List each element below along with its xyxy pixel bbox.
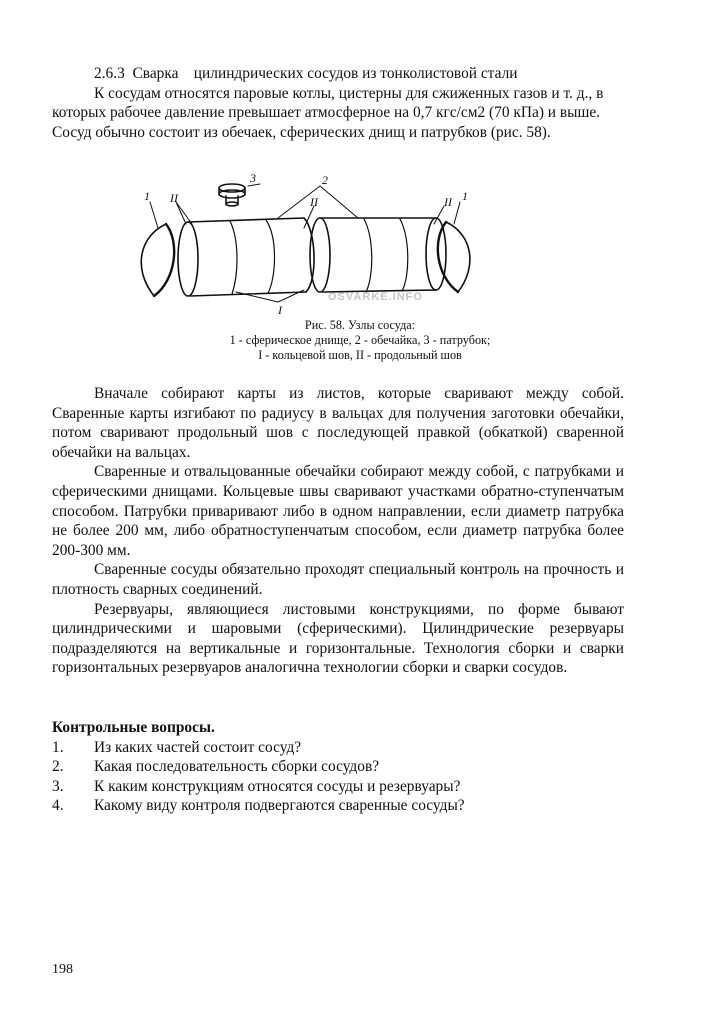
questions-title: Контрольные вопросы. <box>52 719 215 736</box>
paragraph-2: Сваренные и отвальцованные обечайки собирают между собой, с патрубками и сферическими днищами. Кольцевые швы сваривают участками обратно-ступенчатым способом. Патрубки приваривают либо в одном направлении, если диаметр патрубка не более 200 мм, либо обратноступенчатым способом, если диаметр патрубка более 200-300 мм. <box>52 463 624 559</box>
vessel-figure <box>128 172 478 318</box>
callout-1-right: 1 <box>462 189 468 203</box>
question-text: Какая последовательность сборки сосудов? <box>94 758 380 776</box>
right-head-outline <box>446 222 470 292</box>
question-item <box>52 738 624 758</box>
section-number: 2.6.3 <box>94 65 125 82</box>
question-number: 4. <box>52 797 64 815</box>
callout-2: 2 <box>322 173 328 187</box>
left-head-outline <box>141 224 166 296</box>
paragraph-3: Сваренные сосуды обязательно проходят специальный контроль на прочность и плотность сварных соединений. <box>52 561 624 598</box>
caption-line-3: I - кольцевой шов, II - продольный шов <box>258 348 462 363</box>
control-questions <box>52 718 624 816</box>
question-item <box>52 796 624 816</box>
callout-2-right: II <box>444 195 452 209</box>
callout-2-center: II <box>310 195 318 209</box>
caption-title: Рис. 58. Узлы сосуда: <box>304 318 416 332</box>
section-title: Сварка цилиндрических сосудов из тонколистовой стали <box>132 65 518 82</box>
right-head-rim <box>438 222 458 292</box>
callout-1-seam: I <box>278 303 282 317</box>
left-head-rim <box>154 224 174 296</box>
question-item <box>52 757 624 777</box>
caption-line-2: 1 - сферическое днище, 2 - обечайка, 3 - патрубок; <box>229 333 491 348</box>
callout-2-left: II <box>170 191 178 205</box>
question-text: Какому виду контроля подвергаются сваренные сосуды? <box>94 797 465 815</box>
page-number: 198 <box>52 962 73 977</box>
intro-paragraph: К сосудам относятся паровые котлы, цистерны для сжиженных газов и т. д., в которых рабочее давление превышает атмосферное на 0,7 кгс/см2 (70 кПа) и выше. Сосуд обычно состоит из обечаек, сферических днищ и патрубков (рис. 58). <box>52 84 604 141</box>
section-heading <box>52 64 624 84</box>
question-text: К каким конструкциям относятся сосуды и резервуары? <box>94 777 461 795</box>
nozzle <box>219 184 245 206</box>
question-number: 2. <box>52 758 64 776</box>
right-shell <box>310 218 446 292</box>
callout-1-left: 1 <box>144 189 150 203</box>
watermark: OSVARKE.INFO <box>328 291 423 303</box>
question-item <box>52 777 624 797</box>
question-number: 3. <box>52 777 64 795</box>
paragraph-1: Вначале собирают карты из листов, которые сваривают между собой. Сваренные карты изгибают по радиусу в вальцах для получения заготовки обечайки, потом сваривают продольный шов с последующей правкой (обкаткой) сваренной обечайки на вальцах. <box>52 385 624 461</box>
callout-3: 3 <box>250 172 256 185</box>
question-text: Из каких частей состоит сосуд? <box>94 738 302 756</box>
question-number: 1. <box>52 738 64 756</box>
vessel-drawing <box>128 172 478 318</box>
figure-caption <box>150 318 570 364</box>
left-shell <box>178 218 314 296</box>
paragraph-4: Резервуары, являющиеся листовыми конструкциями, по форме бывают цилиндрическими и шаровыми (сферическими). Цилиндрические резервуары подразделяются на вертикальные и горизонтальные. Технология сборки и сварки горизонтальных резервуаров аналогична технологии сборки и сварки сосудов. <box>52 600 624 677</box>
body-text <box>52 384 624 678</box>
intro-block <box>52 64 624 142</box>
